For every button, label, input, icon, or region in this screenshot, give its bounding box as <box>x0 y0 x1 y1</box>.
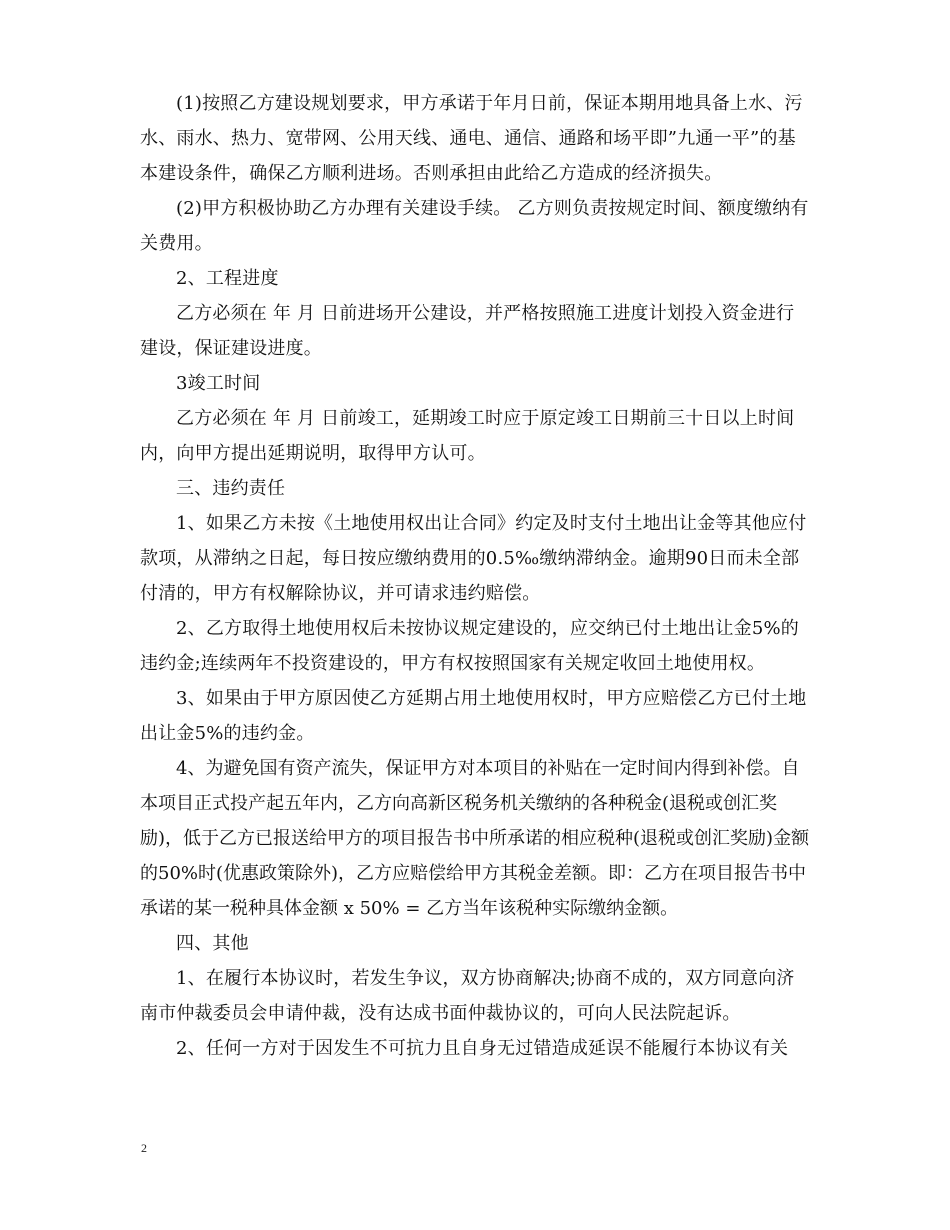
other-item-2: 2、任何一方对于因发生不可抗力且自身无过错造成延误不能履行本协议有关 <box>176 1038 789 1059</box>
paragraph-completion: 乙方必须在 年 月 日前竣工，延期竣工时应于原定竣工日期前三十日以上时间内，向甲方提出延期说明，取得甲方认可。 <box>140 408 795 464</box>
section-heading-completion: 3竣工时间 <box>176 373 261 394</box>
liability-item-3: 3、如果由于甲方原因使乙方延期占用土地使用权时，甲方应赔偿乙方已付土地出让金5%的违约金。 <box>140 688 807 744</box>
paragraph-2: (2)甲方积极协助乙方办理有关建设手续。 乙方则负责按规定时间、额度缴纳有关费用。 <box>140 198 809 254</box>
paragraph-progress: 乙方必须在 年 月 日前进场开公建设，并严格按照施工进度计划投入资金进行建设，保证建设进度。 <box>140 303 795 359</box>
section-heading-liability: 三、违约责任 <box>176 478 286 499</box>
section-heading-progress: 2、工程进度 <box>176 268 279 289</box>
liability-item-1: 1、如果乙方未按《土地使用权出让合同》约定及时支付土地出让金等其他应付款项，从滞纳之日起，每日按应缴纳费用的0.5‰缴纳滞纳金。逾期90日而未全部付清的，甲方有权解除协议，并可请求违约赔偿。 <box>140 513 807 604</box>
page-number: 2 <box>141 1141 147 1155</box>
document-body <box>140 86 812 1066</box>
section-heading-other: 四、其他 <box>176 933 249 954</box>
other-item-1: 1、在履行本协议时，若发生争议，双方协商解决;协商不成的，双方同意向济南市仲裁委员会申请仲裁，没有达成书面仲裁协议的，可向人民法院起诉。 <box>140 968 795 1024</box>
paragraph-1: (1)按照乙方建设规划要求，甲方承诺于年月日前，保证本期用地具备上水、污水、雨水、热力、宽带网、公用天线、通电、通信、通路和场平即”九通一平”的基本建设条件，确保乙方顺利进场。否则承担由此给乙方造成的经济损失。 <box>140 93 803 184</box>
liability-item-2: 2、乙方取得土地使用权后未按协议规定建设的，应交纳已付土地出让金5%的违约金;连续两年不投资建设的，甲方有权按照国家有关规定收回土地使用权。 <box>140 618 800 674</box>
liability-item-4: 4、为避免国有资产流失，保证甲方对本项目的补贴在一定时间内得到补偿。自本项目正式投产起五年内，乙方向高新区税务机关缴纳的各种税金(退税或创汇奖励)，低于乙方已报送给甲方的项目报告书中所承诺的相应税种(退税或创汇奖励)金额的50%时(优惠政策除外)，乙方应赔偿给甲方其税金差额。即：乙方在项目报告书中承诺的某一税种具体金额 x 50% = 乙方当年该税种实际缴纳金额。 <box>140 758 810 919</box>
